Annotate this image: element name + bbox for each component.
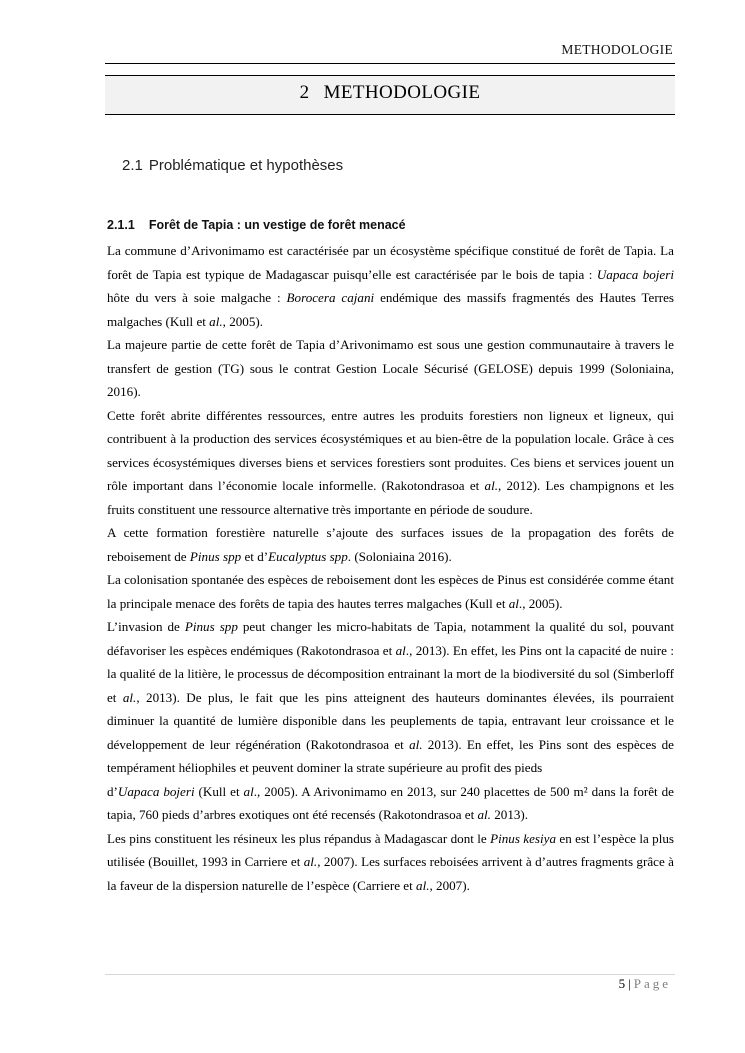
chapter-title-text: METHODOLOGIE: [323, 82, 481, 103]
paragraph: La colonisation spontanée des espèces de reboisement dont les espèces de Pinus est considérée comme étant la principale menace des forêts de tapia des hautes terres malgaches (Kull et al., 2005).: [107, 572, 674, 611]
section-heading: [122, 157, 343, 174]
page-footer: [619, 976, 671, 992]
paragraph: d’Uapaca bojeri (Kull et al., 2005). A Arivonimamo en 2013, sur 240 placettes de 500 m² dans la forêt de tapia, 760 pieds d’arbres exotiques ont été recensés (Rakotondrasoa et al. 2013).: [107, 783, 674, 822]
paragraph: Les pins constituent les résineux les plus répandus à Madagascar dont le Pinus kesiya en est l’espèce la plus utilisée (Bouillet, 1993 in Carriere et al., 2007). Les surfaces reboisées arrivent à d’autres fragments grâce à la faveur de la dispersion naturelle de l’espèce (Carriere et al., 2007).: [107, 830, 674, 893]
subsection-number: 2.1.1: [107, 218, 135, 232]
paragraph: La majeure partie de cette forêt de Tapia d’Arivonimamo est sous une gestion communautaire à travers le transfert de gestion (TG) sous le contrat Gestion Locale Sécurisé (GELOSE) depuis 1999 (Soloniaina, 2016).: [107, 337, 674, 399]
subsection-title-text: Forêt de Tapia : un vestige de forêt menacé: [148, 218, 406, 232]
page-separator: |: [628, 976, 631, 991]
section-title-text: Problématique et hypothèses: [148, 157, 344, 174]
paragraph: A cette formation forestière naturelle s’ajoute des surfaces issues de la propagation des forêts de reboisement de Pinus spp et d’Eucalyptus spp. (Soloniaina 2016).: [107, 525, 674, 564]
subsection-heading: [107, 218, 406, 232]
paragraph: L’invasion de Pinus spp peut changer les micro-habitats de Tapia, notamment la qualité du sol, pouvant défavoriser les espèces endémiques (Rakotondrasoa et al., 2013). En effet, les Pins ont la capacité de nuire : la qualité de la litière, le processus de décomposition entrainant la mort de la biodiversité du sol (Simberloff et al., 2013). De plus, le fait que les pins atteignent des hauteurs dominantes élevées, ils pourraient diminuer la quantité de lumière disponible dans les peuplements de tapia, entravant leur croissance et le développement de leur régénération (Rakotondrasoa et al. 2013). En effet, les Pins sont des espèces de tempérament héliophiles et peuvent dominer la strate supérieure au profit des pieds: [107, 619, 675, 775]
chapter-number: 2: [299, 82, 310, 103]
running-header: METHODOLOGIE: [561, 42, 673, 57]
section-number: 2.1: [122, 157, 143, 174]
chapter-heading-box: [105, 75, 675, 115]
paragraph: Cette forêt abrite différentes ressources, entre autres les produits forestiers non ligneux et ligneux, qui contribuent à la production des services écosystémiques et au bien-être de la population locale. Grâce à ces services écosystémiques diverses biens et services forestiers sont produites. Ces biens et services jouent un rôle important dans l’économie locale informelle. (Rakotondrasoa et al., 2012). Les champignons et les fruits constituent une ressource alternative très importante en période de soudure.: [107, 407, 675, 517]
header-rule: [105, 63, 675, 64]
body-text: [107, 239, 674, 897]
paragraph: La commune d’Arivonimamo est caractérisée par un écosystème spécifique constitué de forêt de Tapia. La forêt de Tapia est typique de Madagascar puisqu’elle est caractérisée par le bois de tapia : Uapaca bojeri hôte du vers à soie malgache : Borocera cajani endémique des massifs fragmentés des Hautes Terres malgaches (Kull et al., 2005).: [107, 243, 674, 329]
chapter-title: [105, 82, 675, 104]
page-number: 5: [618, 976, 626, 991]
footer-rule: [105, 974, 675, 975]
page-label: Page: [633, 976, 671, 991]
